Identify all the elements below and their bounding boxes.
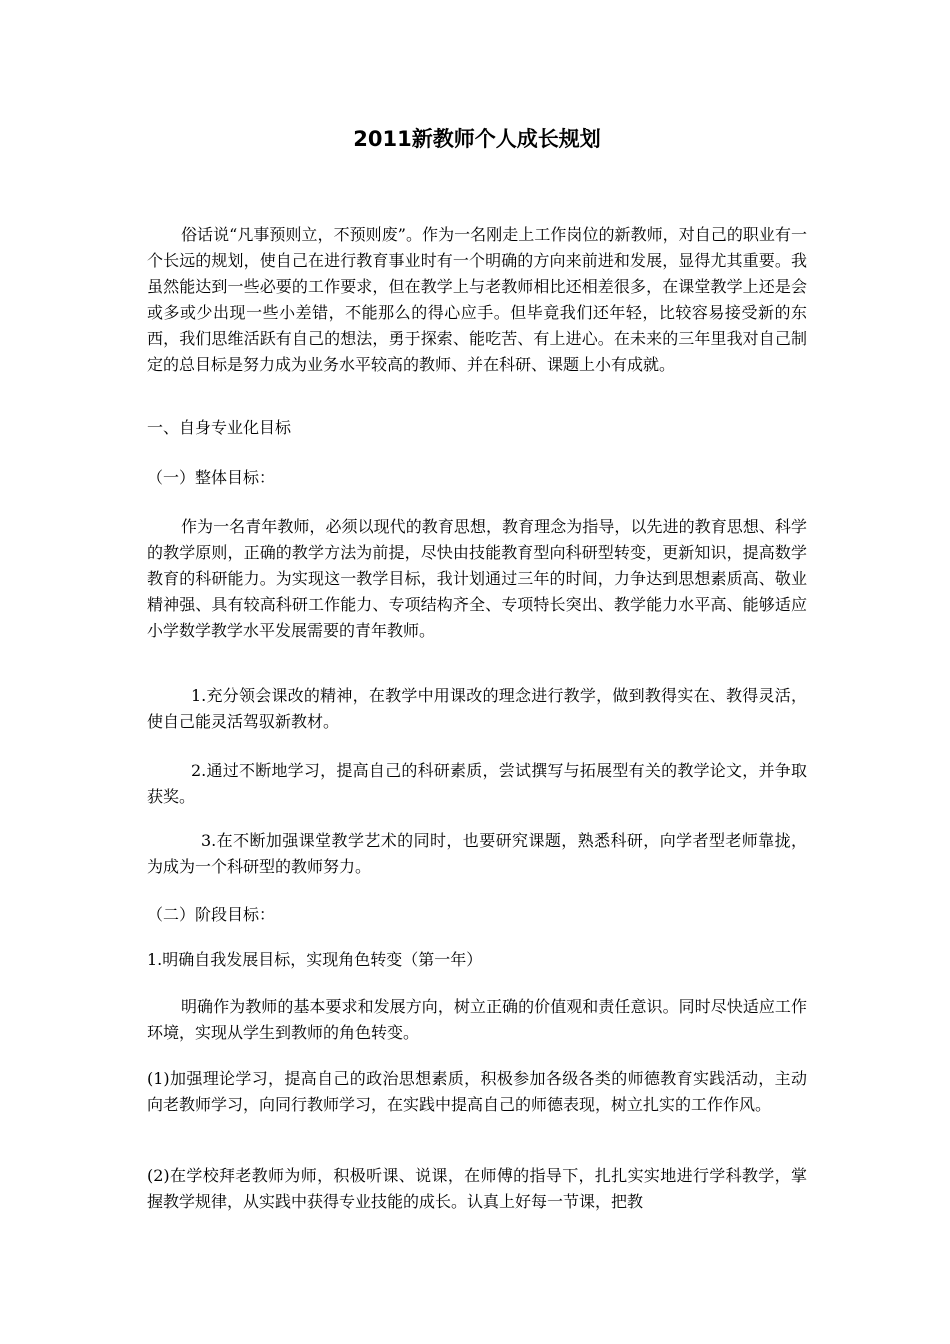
goal-item-1: 1.充分领会课改的精神，在教学中用课改的理念进行教学，做到教得实在、教得灵活，使自己能灵活驾驭新教材。 — [147, 686, 807, 731]
stage-heading-1: 1.明确自我发展目标，实现角色转变（第一年） — [147, 950, 483, 969]
subsection-heading-stage: （二）阶段目标： — [147, 905, 276, 924]
section-heading-1: 一、自身专业化目标 — [147, 418, 292, 437]
stage-1-item-1: (1)加强理论学习，提高自己的政治思想素质，积极参加各级各类的师德教育实践活动，主动向老教师学习，向同行教师学习，在实践中提高自己的师德表现，树立扎实的工作作风。 — [147, 1069, 807, 1114]
stage-1-paragraph: 明确作为教师的基本要求和发展方向，树立正确的价值观和责任意识。同时尽快适应工作环境，实现从学生到教师的角色转变。 — [147, 997, 807, 1042]
goal-item-2: 2.通过不断地学习，提高自己的科研素质，尝试撰写与拓展型有关的教学论文，并争取获奖。 — [147, 761, 807, 806]
intro-paragraph: 俗话说“凡事预则立，不预则废”。作为一名刚走上工作岗位的新教师，对自己的职业有一个长远的规划，使自己在进行教育事业时有一个明确的方向来前进和发展，显得尤其重要。我虽然能达到一些必要的工作要求，但在教学上与老教师相比还相差很多，在课堂教学上还是会或多或少出现一些小差错，不能那么的得心应手。但毕竟我们还年轻，比较容易接受新的东西，我们思维活跃有自己的想法，勇于探索、能吃苦、有上进心。在未来的三年里我对自己制定的总目标是努力成为业务水平较高的教师、并在科研、课题上小有成就。 — [147, 225, 807, 374]
stage-1-item-2: (2)在学校拜老教师为师，积极听课、说课，在师傅的指导下，扎扎实实地进行学科教学，掌握教学规律，从实践中获得专业技能的成长。认真上好每一节课，把教 — [147, 1166, 807, 1211]
subsection-heading-overall: （一）整体目标： — [147, 468, 276, 487]
overall-goal-paragraph: 作为一名青年教师，必须以现代的教育思想，教育理念为指导，以先进的教育思想、科学的教学原则，正确的教学方法为前提，尽快由技能教育型向科研型转变，更新知识，提高数学教育的科研能力。为实现这一教学目标，我计划通过三年的时间，力争达到思想素质高、敬业精神强、具有较高科研工作能力、专项结构齐全、专项特长突出、教学能力水平高、能够适应小学数学教学水平发展需要的青年教师。 — [147, 517, 807, 640]
goal-item-3: 3.在不断加强课堂教学艺术的同时，也要研究课题，熟悉科研，向学者型老师靠拢，为成为一个科研型的教师努力。 — [147, 831, 807, 876]
document-title: 2011新教师个人成长规划 — [353, 127, 601, 151]
